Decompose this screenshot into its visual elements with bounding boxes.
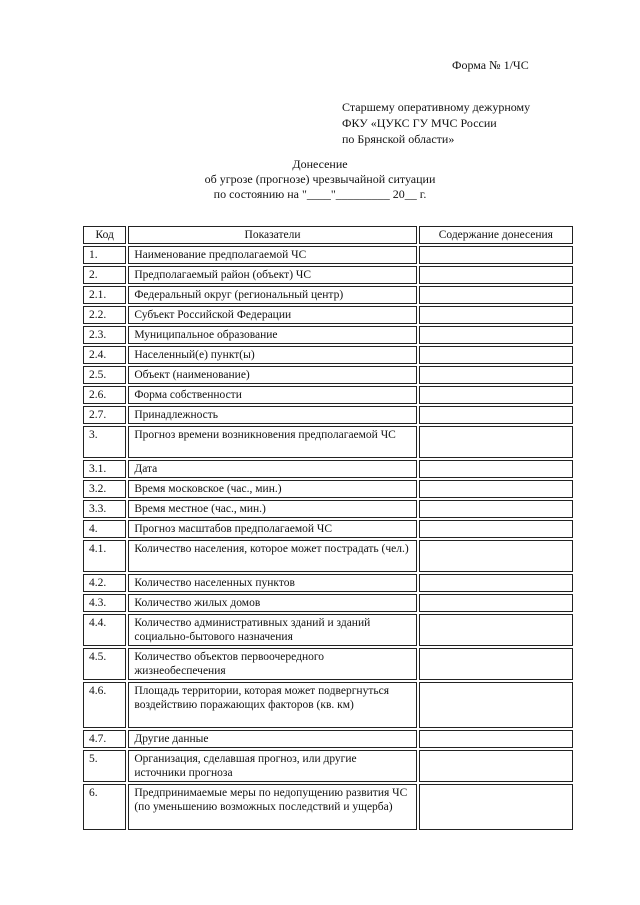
row-content-cell[interactable] [419, 346, 573, 364]
row-indicator: Принадлежность [128, 406, 416, 424]
table-row [83, 520, 573, 538]
row-indicator: Количество населения, которое может пострадать (чел.) [128, 540, 416, 572]
report-table [81, 224, 575, 832]
row-code: 3.3. [83, 500, 126, 518]
addressee-line: по Брянской области» [342, 132, 455, 146]
row-indicator: Время московское (час., мин.) [128, 480, 416, 498]
row-content-cell[interactable] [419, 594, 573, 612]
row-code: 2.2. [83, 306, 126, 324]
table-row [83, 614, 573, 646]
row-content-cell[interactable] [419, 480, 573, 498]
row-code: 2.4. [83, 346, 126, 364]
table-row [83, 682, 573, 728]
header-content: Содержание донесения [419, 226, 573, 244]
row-code: 3.1. [83, 460, 126, 478]
table-row [83, 426, 573, 458]
row-indicator: Количество объектов первоочередного жизнеобеспечения [128, 648, 416, 680]
header-indicator: Показатели [128, 226, 416, 244]
table-row [83, 460, 573, 478]
row-content-cell[interactable] [419, 500, 573, 518]
table-row [83, 480, 573, 498]
row-content-cell[interactable] [419, 520, 573, 538]
row-code: 2. [83, 266, 126, 284]
table-row [83, 648, 573, 680]
row-code: 4. [83, 520, 126, 538]
row-indicator: Время местное (час., мин.) [128, 500, 416, 518]
report-title: Донесение [292, 157, 348, 171]
row-content-cell[interactable] [419, 574, 573, 592]
addressee-block [342, 99, 530, 147]
table-row [83, 386, 573, 404]
row-content-cell[interactable] [419, 648, 573, 680]
addressee-line: Старшему оперативному дежурному [342, 100, 531, 114]
row-indicator: Предпринимаемые меры по недопущению развития ЧС (по уменьшению возможных последствий и ущерба) [128, 784, 416, 830]
row-code: 4.5. [83, 648, 126, 680]
row-indicator: Дата [128, 460, 416, 478]
row-content-cell[interactable] [419, 784, 573, 830]
row-code: 2.3. [83, 326, 126, 344]
row-content-cell[interactable] [419, 460, 573, 478]
row-indicator: Федеральный округ (региональный центр) [128, 286, 416, 304]
table-row [83, 730, 573, 748]
row-code: 4.3. [83, 594, 126, 612]
row-content-cell[interactable] [419, 366, 573, 384]
row-code: 2.1. [83, 286, 126, 304]
table-row [83, 574, 573, 592]
row-indicator: Количество административных зданий и зданий социально-бытового назначения [128, 614, 416, 646]
row-code: 6. [83, 784, 126, 830]
row-content-cell[interactable] [419, 306, 573, 324]
report-date-line: по состоянию на "____"_________ 20__ г. [213, 187, 427, 201]
row-indicator: Населенный(е) пункт(ы) [128, 346, 416, 364]
row-content-cell[interactable] [419, 750, 573, 782]
table-row [83, 366, 573, 384]
row-indicator: Количество жилых домов [128, 594, 416, 612]
row-code: 2.5. [83, 366, 126, 384]
table-row [83, 246, 573, 264]
row-content-cell[interactable] [419, 426, 573, 458]
table-header-row [83, 226, 573, 244]
row-content-cell[interactable] [419, 406, 573, 424]
row-code: 4.1. [83, 540, 126, 572]
row-code: 2.6. [83, 386, 126, 404]
table-row [83, 750, 573, 782]
table-row [83, 594, 573, 612]
table-row [83, 266, 573, 284]
row-code: 1. [83, 246, 126, 264]
row-code: 4.6. [83, 682, 126, 728]
row-content-cell[interactable] [419, 730, 573, 748]
row-indicator: Другие данные [128, 730, 416, 748]
row-content-cell[interactable] [419, 386, 573, 404]
row-content-cell[interactable] [419, 246, 573, 264]
row-indicator: Субъект Российской Федерации [128, 306, 416, 324]
row-indicator: Организация, сделавшая прогноз, или другие источники прогноза [128, 750, 416, 782]
table-row [83, 306, 573, 324]
row-indicator: Прогноз времени возникновения предполагаемой ЧС [128, 426, 416, 458]
table-row [83, 540, 573, 572]
table-row [83, 286, 573, 304]
row-indicator: Количество населенных пунктов [128, 574, 416, 592]
addressee-line: ФКУ «ЦУКС ГУ МЧС России [342, 116, 497, 130]
row-code: 4.2. [83, 574, 126, 592]
table-row [83, 346, 573, 364]
row-code: 3. [83, 426, 126, 458]
row-code: 2.7. [83, 406, 126, 424]
header-code: Код [83, 226, 126, 244]
row-content-cell[interactable] [419, 540, 573, 572]
row-content-cell[interactable] [419, 614, 573, 646]
row-content-cell[interactable] [419, 326, 573, 344]
row-code: 4.7. [83, 730, 126, 748]
report-heading [130, 157, 510, 202]
row-code: 3.2. [83, 480, 126, 498]
row-content-cell[interactable] [419, 286, 573, 304]
report-subtitle: об угрозе (прогнозе) чрезвычайной ситуации [204, 172, 436, 186]
row-indicator: Площадь территории, которая может подвергнуться воздействию поражающих факторов (кв. км) [128, 682, 416, 728]
table-row [83, 784, 573, 830]
row-indicator: Форма собственности [128, 386, 416, 404]
table-row [83, 500, 573, 518]
row-indicator: Прогноз масштабов предполагаемой ЧС [128, 520, 416, 538]
row-content-cell[interactable] [419, 266, 573, 284]
form-number: Форма № 1/ЧС [452, 58, 529, 72]
row-indicator: Наименование предполагаемой ЧС [128, 246, 416, 264]
row-indicator: Предполагаемый район (объект) ЧС [128, 266, 416, 284]
table-row [83, 326, 573, 344]
table-row [83, 406, 573, 424]
row-content-cell[interactable] [419, 682, 573, 728]
row-indicator: Муниципальное образование [128, 326, 416, 344]
row-code: 5. [83, 750, 126, 782]
row-code: 4.4. [83, 614, 126, 646]
row-indicator: Объект (наименование) [128, 366, 416, 384]
